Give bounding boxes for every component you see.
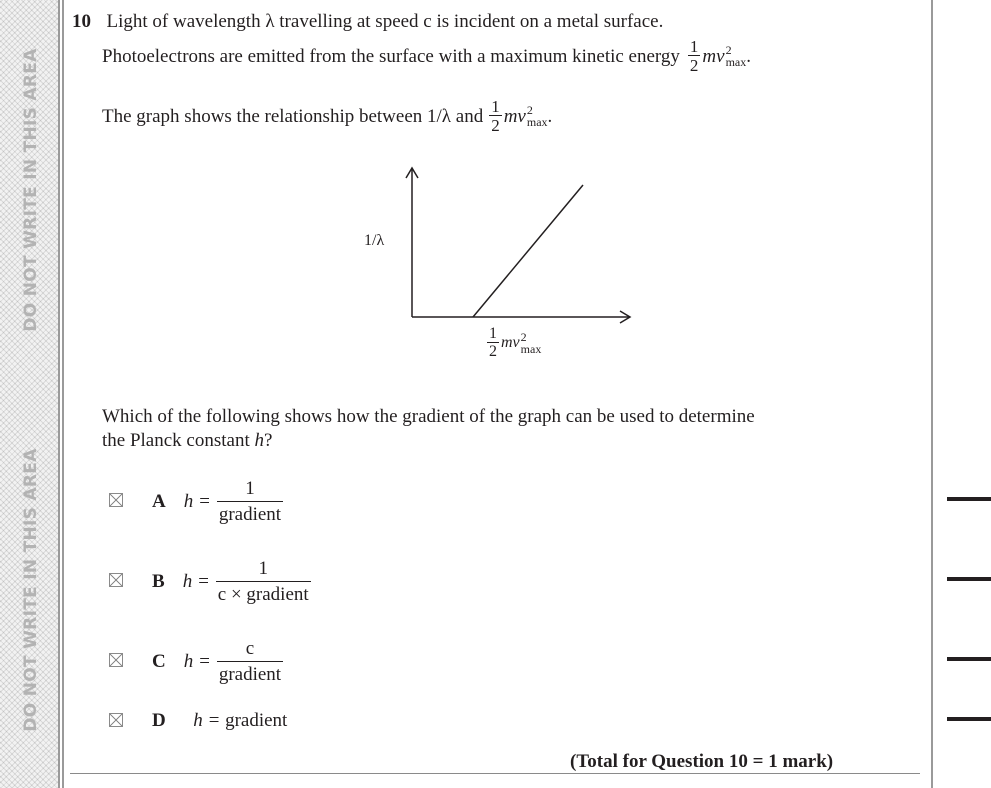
margin-warning-bottom: DO NOT WRITE IN THIS AREA (21, 448, 41, 732)
question-intro: Light of wavelength λ travelling at speed c is incident on a metal surface. (106, 11, 664, 32)
margin-warning-top: DO NOT WRITE IN THIS AREA (21, 48, 41, 332)
question-line1 (72, 12, 663, 31)
option-b-checkbox[interactable] (109, 573, 123, 587)
graph-line (473, 185, 583, 317)
question-number: 10 (72, 11, 91, 32)
margin-rule-inner (62, 0, 64, 788)
bottom-rule (70, 773, 920, 774)
answer-tick-c (947, 657, 991, 661)
prompt-line1: Which of the following shows how the gradient of the graph can be used to determine (102, 406, 755, 427)
question-total: (Total for Question 10 = 1 mark) (570, 751, 834, 772)
question-line3: The graph shows the relationship between 1/λ and $\frac{1}{2}$ mv 2 max . (102, 97, 553, 135)
option-a[interactable]: A h = $\frac{1}{\text{gradient}}$ (152, 477, 282, 525)
ke-superscript: 2 (725, 43, 732, 57)
answer-tick-d (947, 717, 991, 721)
option-c[interactable]: C h = $\frac{c}{\text{gradient}}$ (152, 637, 282, 685)
margin-rule-left (58, 0, 60, 788)
ke-fraction-2: $\frac{1}{2}$ (491, 97, 500, 135)
ke-fraction: $\frac{1}{2}$ (689, 37, 699, 75)
answer-tick-b (947, 577, 991, 581)
ke-subscript: max (725, 55, 747, 69)
option-d[interactable]: D h = gradient (152, 710, 288, 731)
answer-tick-a (947, 497, 991, 501)
option-c-checkbox[interactable] (109, 653, 123, 667)
y-axis-label: 1/λ (364, 232, 385, 249)
question-line2: Photoelectrons are emitted from the surface with a maximum kinetic energy $\frac{1}{2}$ mv 2 max . (102, 37, 751, 75)
prompt-line2: the Planck constant h? (102, 430, 273, 451)
page-border-right (931, 0, 933, 788)
x-axis-label: $\frac{1}{2}$ mv 2 max (489, 325, 542, 360)
option-b[interactable]: B h = $\frac{1}{\text{c × gradient}}$ (152, 557, 309, 605)
question-line2-text: Photoelectrons are emitted from the surface with a maximum kinetic energy (102, 45, 680, 67)
option-d-checkbox[interactable] (109, 713, 123, 727)
ke-symbol: mv (702, 45, 725, 67)
option-a-checkbox[interactable] (109, 493, 123, 507)
question-line3-text: The graph shows the relationship between 1/λ and (102, 105, 484, 127)
